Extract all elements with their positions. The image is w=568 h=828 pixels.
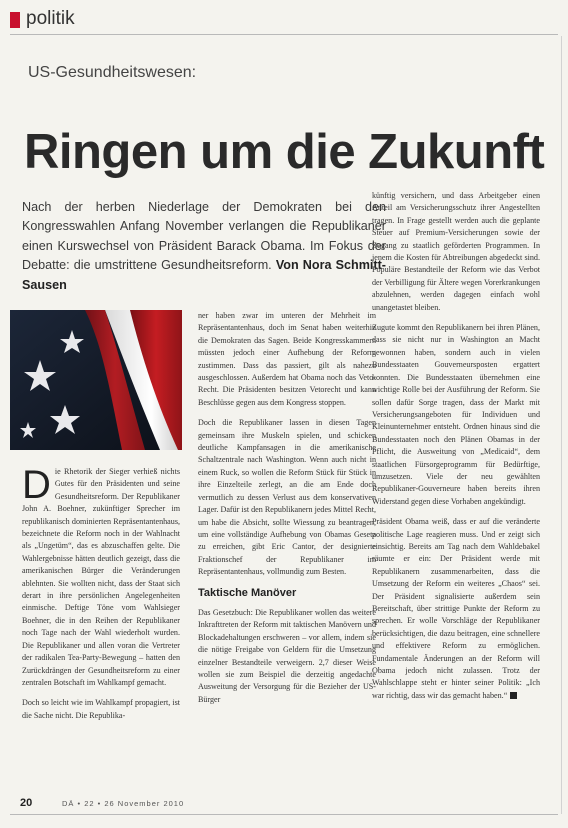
footer-divider (10, 814, 558, 815)
col3-paragraph-1: künftig versichern, und dass Arbeitgeber einen Anteil am Versicherungsschutz ihrer Angestellten tragen. In Frage gestellt werden auch die geplante Steuer auf Premium-Versicherungen sowie der Zugang zu staatlich geförderten Programmen. In jenem die Kosten für Abtreibungen abgedeckt sind. Populäre Bestandteile der Reform wie das Verbot der Verbilligung für Ältere wegen Vorerkrankungen abzulehnen, werden dagegen einfach wohl unangetastet bleiben. (372, 191, 540, 312)
column-3 (372, 190, 540, 806)
issue-info: DÄ • 22 • 26 November 2010 (62, 799, 185, 808)
col3-paragraph-2: Zugute kommt den Republikanern bei ihren Plänen, dass sie nicht nur in Washington an Macht gewonnen haben, sondern auch in vielen Bundesstaaten Gouverneursposten ergattert konnten. Die Bundesstaaten übernehmen eine wichtige Rolle bei der Ausführung der Reform. Sie sollen dafür Sorge tragen, dass der Markt mit Versicherungsangeboten für Individuen und Kleinunternehmer entsteht. Ordnen hinaus sind die Bundesstaaten noch den Plänen Obamas in der Pflicht, die Ausweitung von „Medicaid“, dem staatlichen Fürsorgeprogramm für Bedürftige, umzusetzen. Viele der neu gewählten Republikaner-Gouverneure haben bereits ihren Widerstand gegen diese Vorhaben angekündigt. (372, 323, 540, 506)
section-label: politik (26, 8, 75, 29)
subheading: Taktische Manöver (198, 586, 297, 599)
column-2 (198, 310, 376, 806)
top-divider (10, 34, 558, 35)
headline: Ringen um die Zukunft (24, 125, 545, 179)
col1-paragraph-2: Doch so leicht wie im Wahlkampf propagiert, ist die Sache nicht. Die Republika- (22, 698, 180, 720)
kicker: US-Gesundheitswesen: (28, 64, 197, 81)
section-marker (10, 12, 20, 28)
col1-paragraph-1 (22, 466, 180, 689)
col2-paragraph-2: Doch die Republikaner lassen in diesen Tagen gemeinsam ihre Muskeln spielen, und schicken deutliche Kampfansagen in die amerikanische Schaltzentrale nach Washington. Wenn auch nicht in einem Ruck, so wollen die Reform Stück für Stück in ihre Einzelteile zerlegt, an die am Ende doch vermutlich zu dessen Verlust aus dem konservativen Lager. Dafür ist den Republikanern jedes Mittel Recht, um habe die Absicht, sollte Wiessung zu beantragen, um eine vollständige Aufhebung von Obamas Gesetz zu erreichen, gibt Eric Cantor, der designierte Fraktionschef der Republikaner im Repräsentantenhaus, vollmundig zum Besten. (198, 418, 376, 577)
col2-paragraph-1: ner haben zwar im unteren der Mehrheit im Repräsentantenhaus, doch im Senat haben weiterhin die Demokraten das Sagen. Beide Kongresskammern müssten jedoch einer Aufhebung der Reform zustimmen. Dass das passiert, gilt als nahezu ausgeschlossen. Außerdem hat Obama noch das Veto-Recht. Die Präsidenten besitzen Vetorecht und kann Beschlüsse gegen aus dem Kongress stoppen. (198, 311, 376, 407)
us-flag-photo (10, 310, 182, 450)
col2-paragraph-3: Das Gesetzbuch: Die Republikaner wollen das weitere Inkrafttreten der Reform mit taktischen Manövern und Blockadehaltungen erschweren – vor allem, indem sie die nötige Freigabe von Geldern für die Umsetzung einzelner Bestandteile verweigern. 2,7 dieser Weise wollen sie zum Beispiel die derzeitig angedachte Ausweitung der Versorgung für die Bezieher der US-Bürger (198, 607, 376, 704)
lead-paragraph (22, 198, 386, 295)
end-mark-icon (510, 692, 517, 699)
col3-paragraph-3 (372, 516, 540, 702)
drop-cap: D (22, 466, 51, 507)
flag-image (10, 310, 182, 450)
column-1 (22, 466, 180, 804)
lead-text: Nach der herben Niederlage der Demokraten bei den Kongresswahlen Anfang November verlangen die Republikaner einen Kurswechsel von Präsident Barack Obama. Im Fokus der Debatte: die umstrittene Gesundheitsreform. (22, 200, 386, 273)
author-byline: Von Nora Schmitt-Sausen (22, 258, 386, 292)
page-number: 20 (20, 797, 33, 809)
right-edge-line (561, 36, 562, 814)
col1-text-1: ie Rhetorik der Sieger verhieß nichts Gutes für den Präsidenten und seine Gesundheitsreform. Der Republikaner John A. Boehner, zukünftiger Sprecher im republikanisch dominierten Repräsentantenhaus, bezeichnete die Reform noch in der Wahlnacht als „Ungetüm“, das es abzuschaffen gelte. Die Wahlergebnisse hätten deutlich gezeigt, dass die amerikanischen Bürger die Veränderungen ablehnten. Sie wollten nicht, dass der Staat sich derart in ihre persönlichen Angelegenheiten einmische. Deftige Töne vom Wahlsieger Boehner, die in den Reihen der Republikaner noch Tage nach der Wahl wiederholt wurden. Die Republikaner und allen voran die Vertreter der radikalen Tea-Party-Bewegung – hatten den Zurückdrängen der Gesundheitsreform zu einer zentralen Botschaft im Wahlkampf gemacht. (22, 467, 180, 687)
col3-text-3: Präsident Obama weiß, dass er auf die veränderte politische Lage reagieren muss. Und er zeigt sich einsichtig. Bereits am Tag nach dem Wahldebakel räumte er ein: Der Präsident werde mit Republikanern zusammenarbeiten, dass die Umsetzung der Reform ein weiteres „Chaos“ sei. Der Präsident signalisierte außerdem sein Bereitschaft, über strittige Punkte der Reform zu sprechen. Er wolle Vorschläge der Republikaner berücksichtigen, die dazu beitragen, eine schnellere und effektivere Reform zu ermöglichen. Fundamentale Änderungen an der Reform will Obama jedoch nicht zulassen. Trotz der Wahlschlappe steht er hinter seiner Politik: „Ich war richtig, dass wir das gemacht haben.“ (372, 517, 540, 700)
